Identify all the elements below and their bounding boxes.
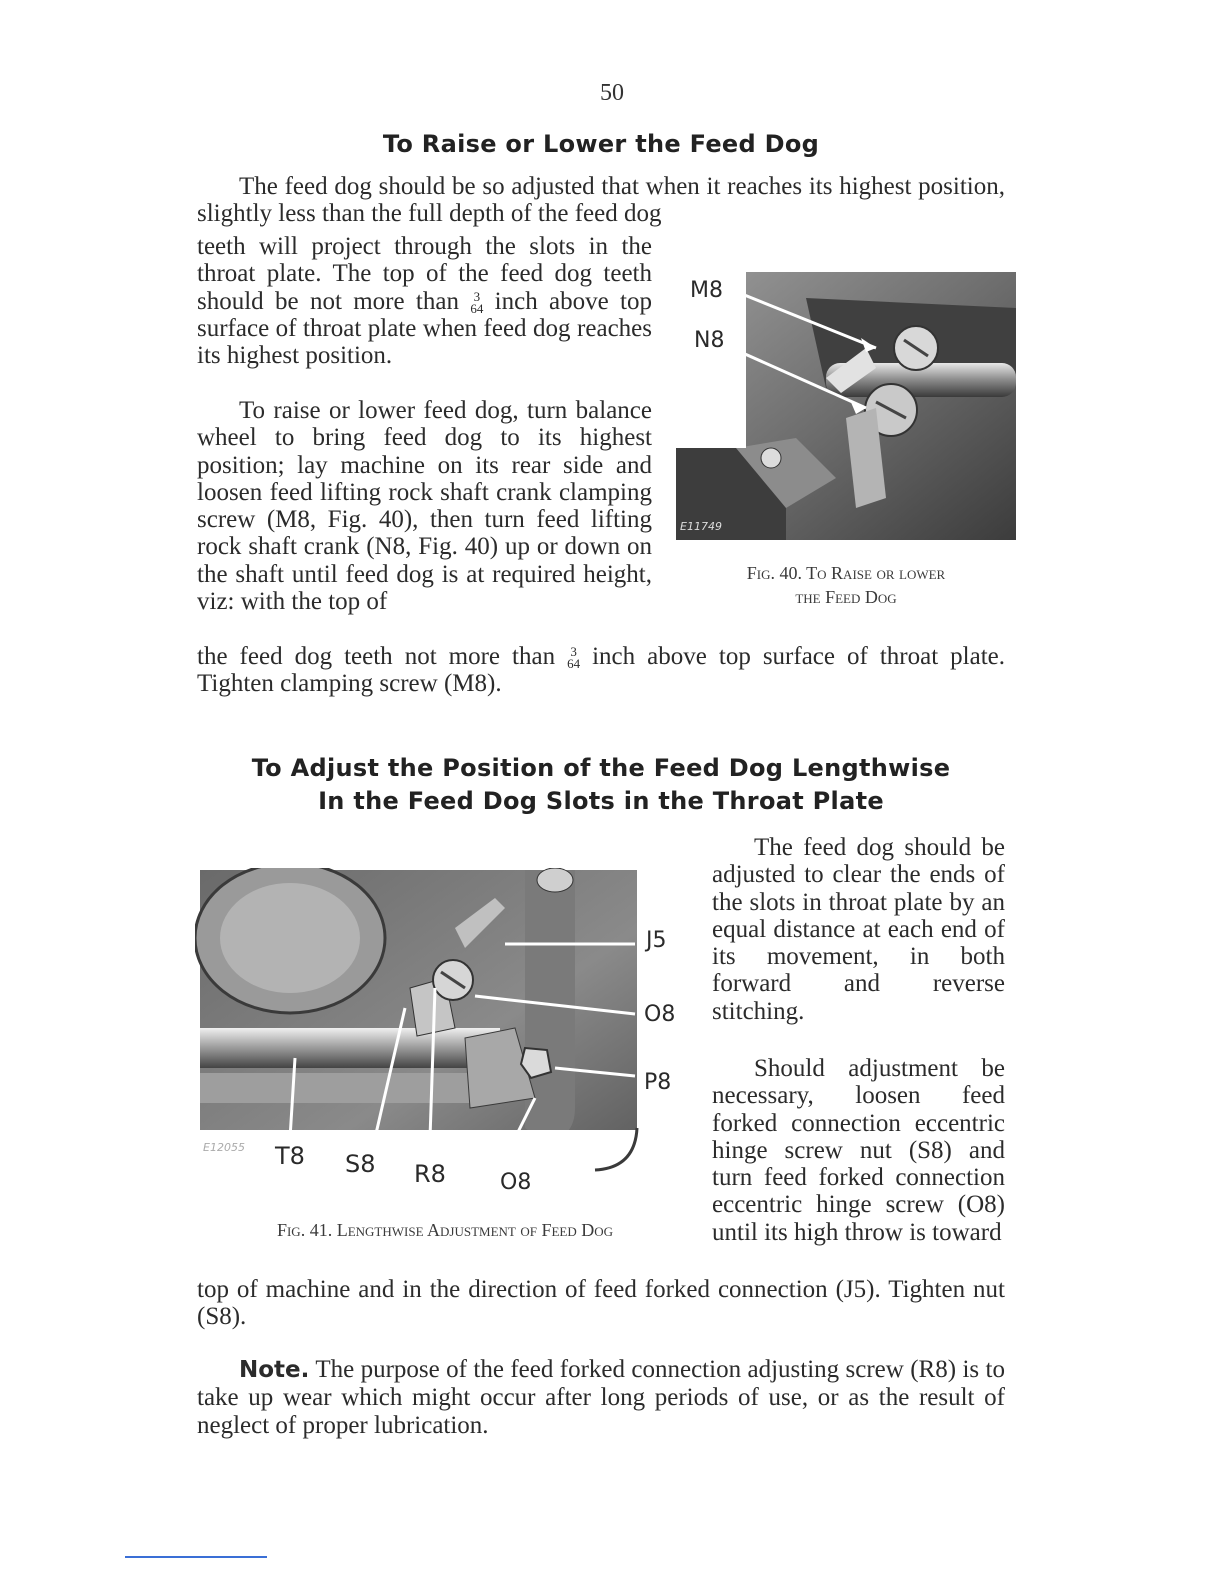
figure-41-label-o8-lower: O8 xyxy=(500,1170,532,1195)
figure-41-label-s8: S8 xyxy=(345,1150,376,1178)
procedure-text-b: inch above top surface of throat plate. Tighten clamping screw (M8). xyxy=(197,643,1006,698)
intro-text-a: teeth will project through the slots in the throat plate. The top of the feed dog teeth should be not more than xyxy=(197,233,652,315)
paragraph-intro-continued xyxy=(197,233,652,369)
fraction: 3 64 xyxy=(470,288,484,316)
figure-41-label-p8: P8 xyxy=(644,1070,672,1095)
page-number: 50 xyxy=(600,80,624,106)
section-heading-raise-lower: To Raise or Lower the Feed Dog xyxy=(382,130,820,158)
paragraph-procedure-continued xyxy=(197,643,1005,698)
paragraph-procedure: To raise or lower feed dog, turn balance wheel to bring feed dog to its highest position; lay machine on its rear side and loosen feed lifting rock shaft crank clamping screw (M8, Fig. 40), then turn feed lifting rock shaft crank (N8, Fig. 40) up or down on the shaft until feed dog is at required height, viz: with the top of xyxy=(197,397,652,616)
figure-41-label-j5: J5 xyxy=(646,928,667,953)
figure-41-stamp: E12055 xyxy=(203,1141,245,1154)
figure-40-caption-line1: Fig. 40. To Raise or lower xyxy=(746,563,946,583)
figure-40-label-n8: N8 xyxy=(694,328,725,353)
figure-40-caption-line2: the Feed Dog xyxy=(795,587,897,607)
paragraph-adjust-procedure: Should adjustment be necessary, loosen feed forked connection eccentric hinge screw nut (S8) and turn feed forked connection eccentric hinge screw (O8) until its high throw is toward xyxy=(712,1055,1005,1246)
section-heading-line1: To Adjust the Position of the Feed Dog Lengthwise xyxy=(251,754,951,782)
paragraph-adjust-clearance: The feed dog should be adjusted to clear the ends of the slots in throat plate by an equal distance at each end of its movement, in both forward and reverse stitching. xyxy=(712,834,1005,1025)
figure-40-photo xyxy=(676,268,1016,540)
figure-41-label-t8: T8 xyxy=(275,1142,305,1170)
figure-41-photo xyxy=(195,868,645,1198)
note-label: Note. xyxy=(239,1357,310,1383)
paragraph-adjust-procedure-continued: top of machine and in the direction of feed forked connection (J5). Tighten nut (S8). xyxy=(197,1276,1005,1331)
note-text: The purpose of the feed forked connection adjusting screw (R8) is to take up wear which might occur after long periods of use, or as the result of neglect of proper lubrication. xyxy=(197,1356,1005,1439)
figure-41-caption: Fig. 41. Lengthwise Adjustment of Feed Dog xyxy=(276,1220,614,1240)
procedure-text-a: the feed dog teeth not more than xyxy=(197,643,556,670)
figure-41-label-o8: O8 xyxy=(644,1002,676,1027)
figure-40-label-m8: M8 xyxy=(690,278,723,303)
intro-text-b: inch above top surface of throat plate when feed dog reaches its highest position. xyxy=(197,287,653,370)
section-heading-line2: In the Feed Dog Slots in the Throat Plate xyxy=(318,787,884,815)
paragraph-intro: The feed dog should be so adjusted that when it reaches its highest position, slightly less than the full depth of the feed dog xyxy=(197,173,1005,228)
note-paragraph xyxy=(197,1356,1005,1439)
section-heading-adjust-position xyxy=(0,752,1202,818)
figure-41-label-r8: R8 xyxy=(414,1160,446,1188)
footer-rule xyxy=(125,1556,267,1558)
fraction: 3 64 xyxy=(567,644,581,672)
figure-40-stamp: E11749 xyxy=(680,520,722,533)
figure-40-caption xyxy=(676,561,1016,609)
